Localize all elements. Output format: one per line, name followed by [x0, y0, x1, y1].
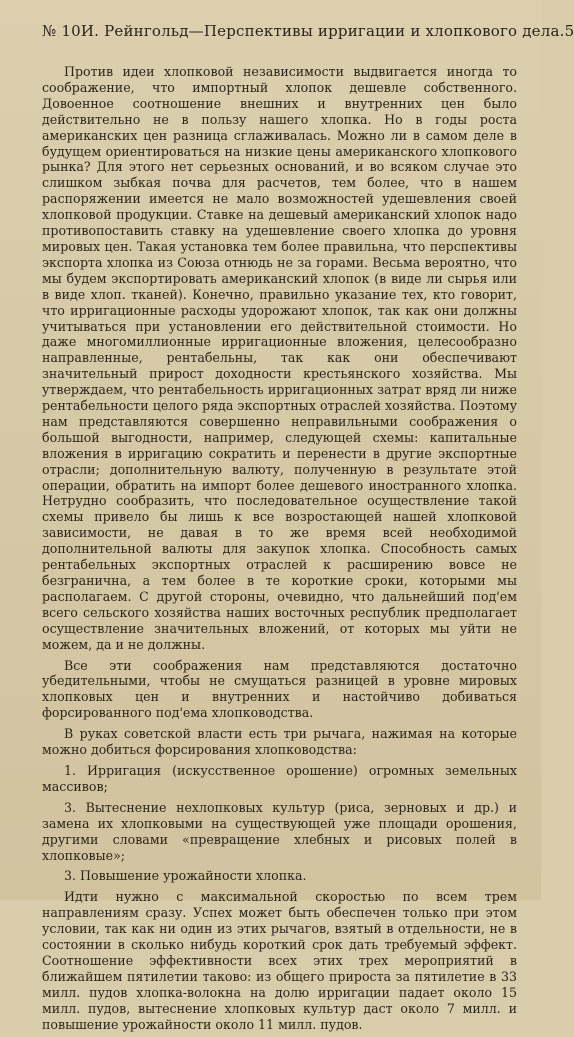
list-item: 3. Повышение урожайности хлопка. [64, 868, 307, 884]
list-item: 1. Ирригация (искусственное орошение) огромных земельных массивов; [42, 762, 517, 794]
issue-number: № 10 [42, 22, 81, 40]
running-header [42, 22, 574, 40]
page-number: 5 [564, 22, 574, 40]
article-body [42, 64, 517, 1037]
paragraph: В руках советской власти есть три рычага, нажимая на которые можно добиться форсирования хлопководства: [42, 726, 517, 758]
paragraph: Идти нужно с максимальной скоростью по всем трем направлениям сразу. Успех может быть обеспечен только при этом условии, так как ни один из этих рычагов, взятый в отдельности, не в состоянии в сколько нибудь короткий срок дать требуемый эффект. Соотношение эффективности всех этих трех мероприятий в ближайшем пятилетии таково: из общего прироста за пятилетие в 33 милл. пудов хлопка-волокна на долю ирригации падает около 15 милл. пудов, вытеснение хлопковых культур даст около 7 милл. и повышение урожайности около 11 милл. пудов. [42, 889, 517, 1032]
list-item: 3. Вытеснение нехлопковых культур (риса, зерновых и др.) и замена их хлопковыми на существующей уже площади орошения, другими словами «превращение хлебных и рисовых полей в хлопковые»; [42, 799, 517, 863]
author-and-title: И. Рейнгольд—Перспективы ирригации и хлопкового дела. [80, 22, 565, 40]
paragraph: Против идеи хлопковой независимости выдвигается иногда то соображение, что импортный хлопок дешевле собственного. Довоенное соотношение внешних и внутренних цен было действительно не в пользу нашего хлопка. Но в годы роста американских цен разница сглаживалась. Можно ли в самом деле в будущем ориентироваться на низкие цены американского хлопкового рынка? Для этого нет серьезных оснований, и во всяком случае это слишком зыбкая почва для расчетов, тем более, что в нашем распоряжении имеется не мало возможностей удешевления своей хлопковой продукции. Ставке на дешевый американский хлопок надо противопоставить ставку на удешевление своего хлопка до уровня мировых цен. Такая установка тем более правильна, что перспективы экспорта хлопка из Союза отнюдь не за горами. Весьма вероятно, что мы будем экспортировать американский хлопок (в виде ли сырья или в виде хлоп. тканей). Конечно, правильно указание тех, кто говорит, что ирригационные расходы удорожают хлопок, так как они должны учитываться при установлении его действительной стоимости. Но даже многомиллионные ирригационные вложения, целесообразно направленные, рентабельны, так как они обеспечивают значительный прирост доходности крестьянского хозяйства. Мы утверждаем, что рентабельность ирригационных затрат вряд ли ниже рентабельности целого ряда экспортных отраслей хозяйства. Поэтому нам представляются совершенно неправильными соображения о большой выгодности, например, следующей схемы: капитальные вложения в ирригацию сократить и перенести в другие экспортные отрасли; дополнительную валюту, полученную в результате этой операции, обратить на импорт более дешевого иностранного хлопка. Нетрудно сообразить, что последовательное осуществление такой схемы привело бы лишь к все возростающей нашей хлопковой зависимости, не давая в то же время всей необходимой дополнительной валюты для закупок хлопка. Способность самых рентабельных экспортных отраслей к расширению вовсе не безгранична, а тем более в те короткие сроки, которыми мы располагаем. С другой стороны, очевидно, что дальнейший под'ем всего сельского хозяйства наших восточных республик предполагает осуществление значительных вложений, от которых мы уйти не можем, да и не должны. [42, 64, 517, 652]
paragraph: Все эти соображения нам представляются достаточно убедительными, чтобы не смущаться разницей в уровне мировых хлопковых цен и внутренних и настойчиво добиваться форсированного под'ема хлопководства. [42, 657, 517, 721]
